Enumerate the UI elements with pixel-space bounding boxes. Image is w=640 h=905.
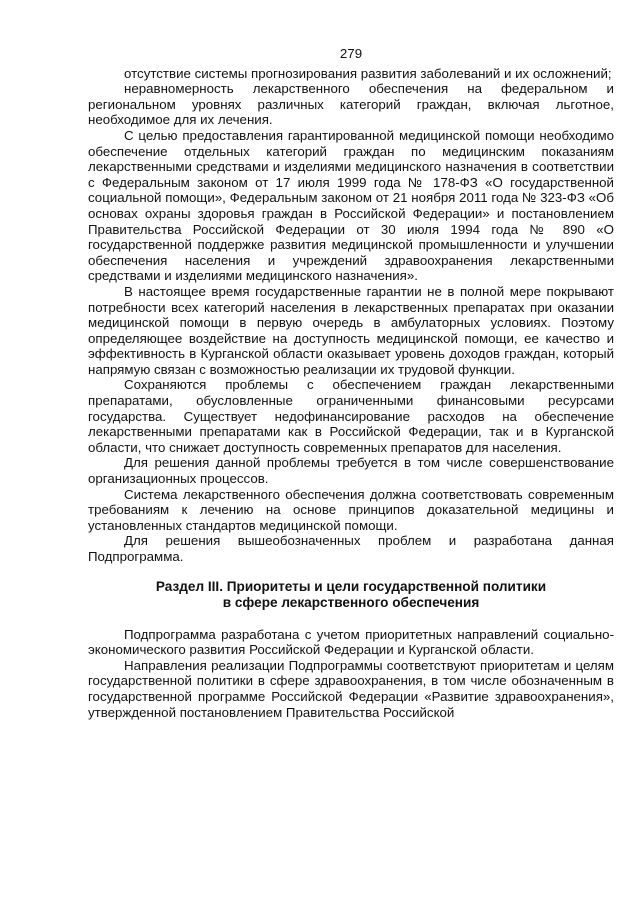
paragraph-legal-basis: С целью предоставления гарантированной медицинской помощи необходимо обеспечение отдельных категорий граждан по медицинским показаниям лекарственными средствами и изделиями медицинского назначения в соответствии с Федеральным законом от 17 июля 1999 года № 178-ФЗ «О государственной социальной помощи», Федеральным законом от 21 ноября 2011 года № 323-ФЗ «Об основах охраны здоровья граждан в Российской Федерации» и постановлением Правительства Российской Федерации от 30 июля 1994 года № 890 «О государственной поддержке развития медицинской промышленности и улучшении обеспечения населения и учреждений здравоохранения лекарственными средствами и изделиями медицинского назначения». — [88, 127, 614, 284]
paragraph-uneven-supply: неравномерность лекарственного обеспечения на федеральном и региональном уровнях различных категорий граждан, включая льготное, необходимое для их лечения. — [88, 81, 614, 128]
paragraph-state-guarantees: В настоящее время государственные гарантии не в полной мере покрывают потребности всех категорий населения в лекарственных препаратах при оказании медицинской помощи в первую очередь в амбулаторных условиях. Поэтому определяющее воздействие на доступность медицинской помощи, ее качество и эффективность в Курганской области оказывает уровень доходов граждан, который напрямую связан с возможностью реализации их трудовой функции. — [88, 283, 614, 377]
paragraph-modern-requirements: Система лекарственного обеспечения должна соответствовать современным требованиям к лечению на основе принципов доказательной медицины и установленных стандартов медицинской помощи. — [88, 486, 614, 533]
document-page — [88, 46, 614, 720]
section-heading-line-1: Раздел III. Приоритеты и цели государственной политики — [155, 578, 547, 594]
section-heading-line-2: в сфере лекарственного обеспечения — [222, 594, 480, 610]
paragraph-organizational-processes: Для решения данной проблемы требуется в том числе совершенствование организационных процессов. — [88, 455, 614, 487]
page-number: 279 — [339, 46, 363, 61]
paragraph-subprogram-developed: Для решения вышеобозначенных проблем и разработана данная Подпрограмма. — [88, 533, 614, 564]
section-heading — [88, 579, 614, 611]
paragraph-funding-problems: Сохраняются проблемы с обеспечением граждан лекарственными препаратами, обусловленные ограниченными финансовыми ресурсами государства. Существует недофинансирование расходов на обеспечение лекарственными препаратами как в Российской Федерации, так и в Курганской области, что снижает доступность современных препаратов для населения. — [88, 377, 614, 455]
paragraph-priorities: Подпрограмма разработана с учетом приоритетных направлений социально-экономического развития Российской Федерации и Курганской области. — [88, 626, 614, 658]
paragraph-no-forecasting: отсутствие системы прогнозирования развития заболеваний и их осложнений; — [124, 65, 612, 81]
paragraph-directions: Направления реализации Подпрограммы соответствуют приоритетам и целям государственной политики в сфере здравоохранения, в том числе обозначенным в государственной программе Российской Федерации «Развитие здравоохранения», утвержденной постановлением Правительства Российской — [88, 657, 614, 720]
